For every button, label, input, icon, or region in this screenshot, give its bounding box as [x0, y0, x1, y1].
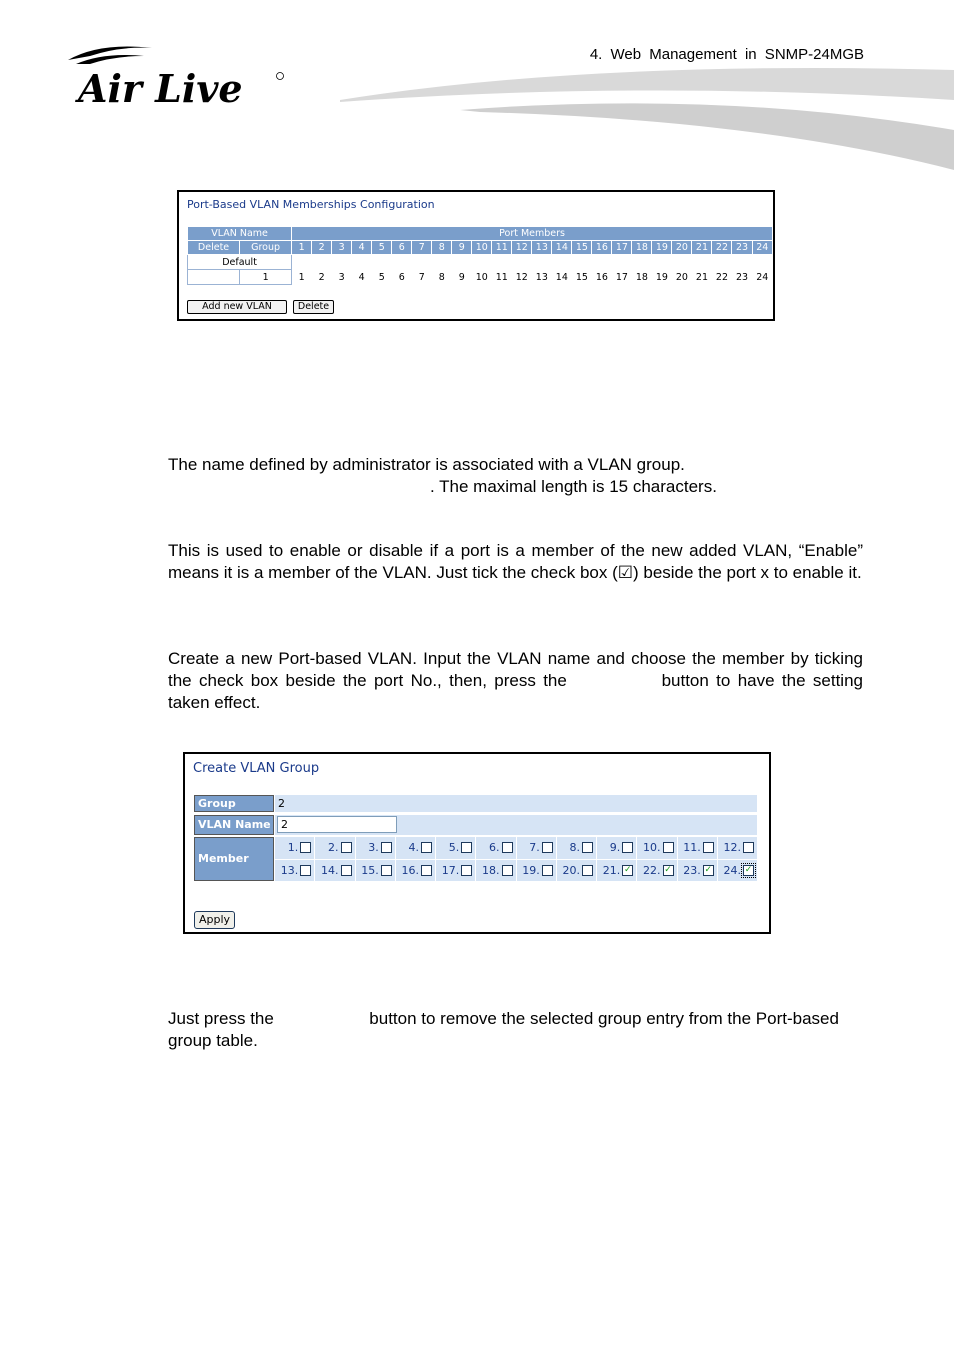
port-member-2: 2	[312, 270, 332, 285]
member-port-8	[557, 837, 596, 859]
member-port-checkbox[interactable]: ✓	[623, 864, 632, 875]
port-header-10: 10	[472, 241, 492, 255]
member-port-checkbox[interactable]	[300, 865, 311, 876]
port-header-2: 2	[312, 241, 332, 255]
port-member-6: 6	[392, 270, 412, 285]
apply-button[interactable]: Apply	[194, 911, 235, 929]
airlive-logo	[60, 40, 290, 110]
port-header-22: 22	[712, 241, 732, 255]
port-header-18: 18	[632, 241, 652, 255]
member-port-18	[476, 860, 515, 882]
group-header: Group	[240, 241, 292, 255]
add-vlan-desc-b: button to have the setting taken effect.	[168, 671, 863, 712]
member-port-checkbox[interactable]	[703, 842, 714, 853]
delete-description	[168, 1008, 863, 1052]
member-port-label: 20.	[562, 863, 580, 877]
member-port-label: 21.	[602, 863, 621, 877]
panel-title: Port-Based VLAN Memberships Configuration	[187, 198, 435, 211]
vlan-name-label: VLAN Name	[194, 815, 274, 835]
port-member-24: 24	[752, 270, 773, 285]
port-header-6: 6	[392, 241, 412, 255]
port-header-9: 9	[452, 241, 472, 255]
member-port-label: 19.	[522, 863, 540, 877]
port-header-15: 15	[572, 241, 592, 255]
port-member-10: 10	[472, 270, 492, 285]
member-port-label: 23.	[683, 863, 701, 877]
member-port-24	[718, 860, 757, 882]
member-port-checkbox[interactable]	[341, 865, 352, 876]
member-port-16	[396, 860, 435, 882]
port-header-14: 14	[552, 241, 572, 255]
member-port-checkbox[interactable]	[582, 842, 593, 853]
group-value: 2	[275, 795, 757, 812]
member-port-12	[718, 837, 757, 859]
member-port-label: 22.	[643, 863, 661, 877]
group-label: Group	[194, 795, 274, 812]
port-header-24: 24	[752, 241, 773, 255]
port-member-15: 15	[572, 270, 592, 285]
port-member-14: 14	[552, 270, 572, 285]
member-port-1	[275, 837, 314, 859]
port-member-20: 20	[672, 270, 692, 285]
port-header-23: 23	[732, 241, 752, 255]
member-port-label: Member Port	[194, 837, 274, 881]
delete-desc-a: Just press the	[168, 1009, 274, 1028]
vlan-membership-table	[187, 226, 773, 285]
member-port-4	[396, 837, 435, 859]
port-member-12: 12	[512, 270, 532, 285]
port-header-3: 3	[332, 241, 352, 255]
member-port-checkbox[interactable]	[582, 865, 593, 876]
member-port-label: 4.	[408, 841, 419, 855]
member-port-checkbox[interactable]	[421, 865, 432, 876]
member-port-10	[637, 837, 676, 859]
chapter-title: 4. Web Management in SNMP-24MGB	[589, 46, 864, 63]
port-member-16: 16	[592, 270, 612, 285]
member-port-checkbox[interactable]	[341, 842, 352, 853]
member-port-label: 5.	[448, 841, 460, 855]
member-port-checkbox[interactable]	[461, 865, 472, 876]
port-header-4: 4	[352, 241, 372, 255]
add-vlan-desc-a: Create a new Port-based VLAN. Input the VLAN name and choose the member by ticking the check box beside the port No., then, press the	[168, 649, 863, 690]
port-member-18: 18	[632, 270, 652, 285]
port-member-4: 4	[352, 270, 372, 285]
group-cell: 1	[240, 270, 292, 285]
port-header-17: 17	[612, 241, 632, 255]
member-port-checkbox[interactable]	[622, 842, 633, 853]
member-port-3	[356, 837, 395, 859]
member-port-5	[436, 837, 475, 859]
port-members-header: Port Members	[292, 227, 773, 241]
port-member-19: 19	[652, 270, 672, 285]
member-port-label: 7.	[529, 841, 540, 855]
port-member-1: 1	[292, 270, 312, 285]
port-header-8: 8	[432, 241, 452, 255]
member-port-checkbox[interactable]	[542, 865, 553, 876]
delete-desc-b: button to remove the selected group entry from the Port-based group table.	[168, 1009, 839, 1050]
member-port-checkbox[interactable]	[743, 842, 754, 853]
member-port-9	[597, 837, 636, 859]
member-port-checkbox[interactable]	[381, 842, 392, 853]
member-port-label: 3.	[368, 841, 379, 855]
delete-header: Delete	[188, 241, 240, 255]
header-swoosh	[340, 60, 954, 180]
port-members-cell	[292, 255, 773, 270]
port-header-12: 12	[512, 241, 532, 255]
vlan-name-desc-line2: . The maximal length is 15 characters.	[430, 477, 717, 496]
member-port-label: 6.	[489, 841, 500, 855]
port-member-11: 11	[492, 270, 512, 285]
member-port-label: 9.	[609, 841, 621, 855]
member-port-6	[476, 837, 515, 859]
port-member-17: 17	[612, 270, 632, 285]
member-port-checkbox[interactable]: ✓	[704, 864, 713, 875]
member-port-label: 24.	[723, 863, 741, 877]
port-member-23: 23	[732, 270, 752, 285]
panel-title: Create VLAN Group	[193, 761, 320, 776]
member-port-checkbox[interactable]	[461, 842, 472, 853]
vlan-name-desc-line1: The name defined by administrator is associated with a VLAN group.	[168, 455, 685, 474]
member-port-22	[637, 860, 676, 882]
vlan-name-cell: Default	[188, 255, 292, 270]
member-port-15	[356, 860, 395, 882]
member-port-label: 16.	[401, 863, 419, 877]
port-member-22: 22	[712, 270, 732, 285]
port-header-5: 5	[372, 241, 392, 255]
member-port-7	[517, 837, 556, 859]
member-port-checkbox[interactable]: ✓	[744, 864, 753, 875]
member-port-13	[275, 860, 314, 882]
member-port-label: 10.	[643, 841, 661, 855]
member-port-checkbox[interactable]	[381, 865, 392, 876]
port-header-21: 21	[692, 241, 712, 255]
vlan-membership-panel	[177, 190, 775, 321]
port-member-7: 7	[412, 270, 432, 285]
member-port-14	[315, 860, 354, 882]
member-port-label: 13.	[280, 863, 299, 877]
port-header-11: 11	[492, 241, 512, 255]
port-member-13: 13	[532, 270, 552, 285]
member-port-label: 15.	[361, 863, 379, 877]
member-port-19	[517, 860, 556, 882]
port-header-1: 1	[292, 241, 312, 255]
member-port-grid	[275, 837, 757, 881]
member-port-11	[678, 837, 717, 859]
port-member-21: 21	[692, 270, 712, 285]
member-port-23	[678, 860, 717, 882]
member-port-label: 14.	[321, 863, 339, 877]
member-port-2	[315, 837, 354, 859]
member-port-label: 12.	[723, 841, 741, 855]
member-port-label: 8.	[569, 841, 580, 855]
member-port-21	[597, 860, 636, 882]
port-header-16: 16	[592, 241, 612, 255]
port-header-7: 7	[412, 241, 432, 255]
member-port-checkbox[interactable]	[502, 865, 513, 876]
member-port-label: 2.	[328, 841, 339, 855]
member-port-checkbox[interactable]	[502, 842, 513, 853]
port-header-19: 19	[652, 241, 672, 255]
add-vlan-description	[168, 648, 863, 714]
create-vlan-group-panel	[183, 752, 771, 934]
vlan-name-input[interactable]: 2	[277, 816, 397, 833]
member-port-label: 1.	[287, 841, 299, 855]
port-member-5: 5	[372, 270, 392, 285]
port-header-20: 20	[672, 241, 692, 255]
member-port-checkbox[interactable]	[542, 842, 553, 853]
delete-cell	[188, 270, 240, 285]
member-description: This is used to enable or disable if a port is a member of the new added VLAN, “Enable” means it is a member of the VLAN. Just tick the check box (☑) beside the port x to enable it.	[168, 541, 863, 582]
member-port-20	[557, 860, 596, 882]
member-port-checkbox[interactable]	[300, 842, 311, 853]
member-port-17	[436, 860, 475, 882]
port-header-13: 13	[532, 241, 552, 255]
member-port-label: 17.	[441, 863, 460, 877]
port-member-8: 8	[432, 270, 452, 285]
member-port-label: 11.	[683, 841, 701, 855]
port-member-9: 9	[452, 270, 472, 285]
vlan-name-description	[168, 454, 863, 498]
svg-text:Air Live: Air Live	[78, 66, 243, 110]
member-port-checkbox[interactable]	[421, 842, 432, 853]
port-member-3: 3	[332, 270, 352, 285]
member-port-label: 18.	[482, 863, 500, 877]
member-port-checkbox[interactable]: ✓	[664, 864, 672, 875]
delete-button[interactable]: Delete	[293, 300, 334, 314]
vlan-name-header: VLAN Name	[188, 227, 292, 241]
member-port-checkbox[interactable]	[663, 842, 674, 853]
add-new-vlan-button[interactable]: Add new VLAN	[187, 300, 287, 314]
